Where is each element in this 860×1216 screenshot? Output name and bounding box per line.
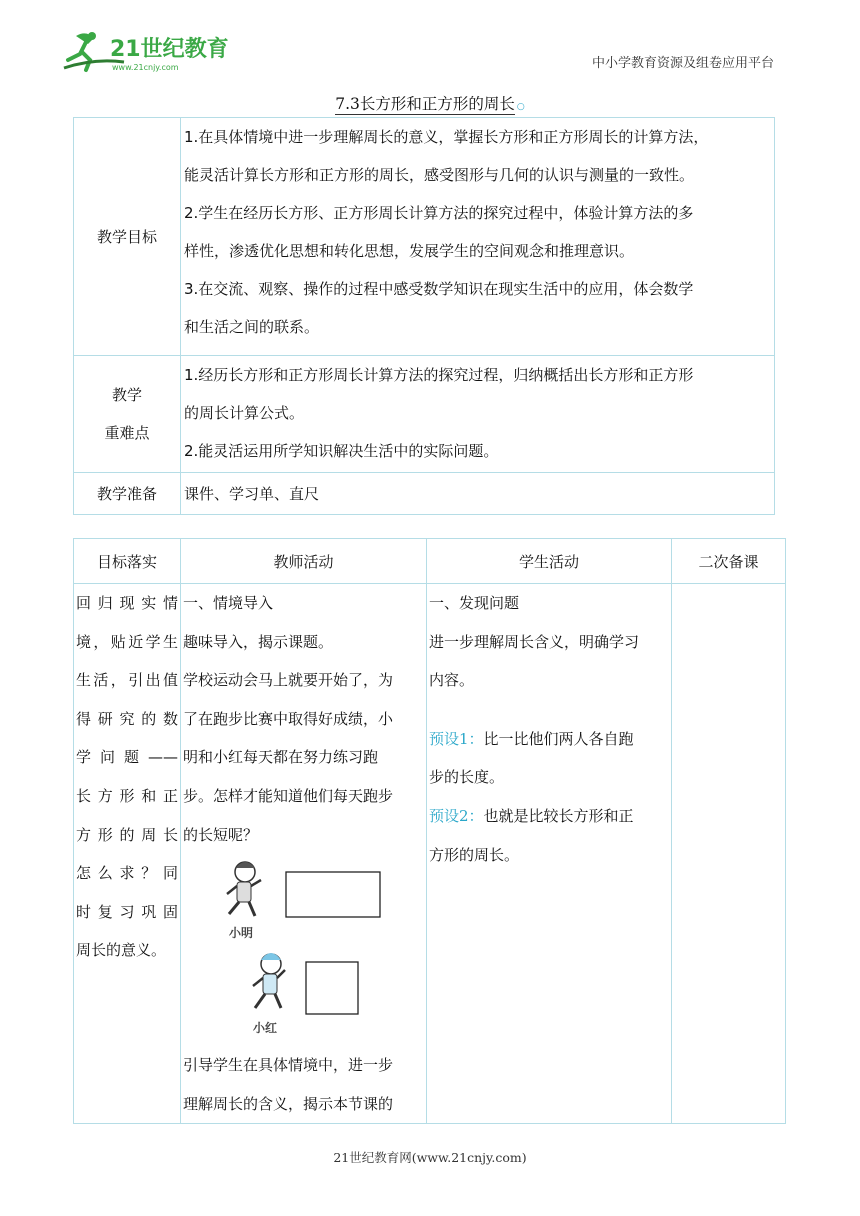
- student-cell: 一、发现问题 进一步理解周长含义，明确学习 内容。 预设1：比一比他们两人各自跑 步的长度。 预设2：也就是比较长方形和正 方形的周长。: [427, 584, 672, 1124]
- goal-cell: 回归现实情 境，贴近学生 生活，引出值 得研究的数 学问题—— 长方形和正 方形的周长 怎么求？同 时复习巩固 周长的意义。: [74, 584, 181, 1124]
- header-row: [74, 539, 786, 584]
- column-header: 学生活动: [427, 539, 672, 584]
- notes-cell: [672, 584, 786, 1124]
- preset-label: 预设2：: [429, 806, 484, 825]
- figure-label: 小红: [253, 1021, 278, 1036]
- row-label: 教学准备: [74, 473, 181, 515]
- row-label: 教学目标: [74, 118, 181, 356]
- logo-text: 21世纪教育: [110, 37, 229, 62]
- figure-label: 小明: [229, 926, 254, 941]
- column-header: 教师活动: [181, 539, 427, 584]
- rectangle-shape: [286, 872, 380, 917]
- footer: 21世纪教育网(www.21cnjy.com): [333, 1150, 527, 1165]
- row-label: 教学 重难点: [74, 356, 181, 473]
- table-row: [74, 473, 775, 515]
- activity-table: [73, 538, 786, 1124]
- table-row: [74, 356, 775, 473]
- goals-table: [73, 117, 775, 515]
- column-header: 二次备课: [672, 539, 786, 584]
- document-title: 7.3长方形和正方形的周长 ○: [335, 95, 525, 113]
- running-figure: [183, 854, 424, 1046]
- table-row: [74, 584, 786, 1124]
- row-content: 1.经历长方形和正方形周长计算方法的探究过程，归纳概括出长方形和正方形 的周长计算公式。 2.能灵活运用所学知识解决生活中的实际问题。: [181, 356, 775, 473]
- column-header: 目标落实: [74, 539, 181, 584]
- site-logo: [62, 28, 242, 74]
- teacher-cell: 一、情境导入 趣味导入，揭示课题。 学校运动会马上就要开始了，为 了在跑步比赛中取得好成绩，小 明和小红每天都在努力练习跑 步。怎样才能知道他们每天跑步 的长短呢？ 小明 小红 引导学生在具体情境中，进一步 理解周长的含义，揭示本节课的: [181, 584, 427, 1124]
- table-row: [74, 118, 775, 356]
- boy-runner-icon: [227, 862, 261, 916]
- girl-runner-icon: [253, 953, 285, 1008]
- preset-label: 预设1：: [429, 729, 484, 748]
- square-shape: [306, 962, 358, 1014]
- row-content: 1.在具体情境中进一步理解周长的意义，掌握长方形和正方形周长的计算方法， 能灵活计算长方形和正方形的周长，感受图形与几何的认识与测量的一致性。 2.学生在经历长方形、正方形周长计算方法的探究过程中，体验计算方法的多 样性，渗透优化思想和转化思想，发展学生的空间观念和推理意识。 3.在交流、观察、操作的过程中感受数学知识在现实生活中的应用，体会数学 和生活之间的联系。: [181, 118, 775, 356]
- platform-name: 中小学教育资源及组卷应用平台: [591, 56, 774, 71]
- logo-url: www.21cnjy.com: [112, 63, 179, 72]
- row-content: 课件、学习单、直尺: [181, 473, 775, 515]
